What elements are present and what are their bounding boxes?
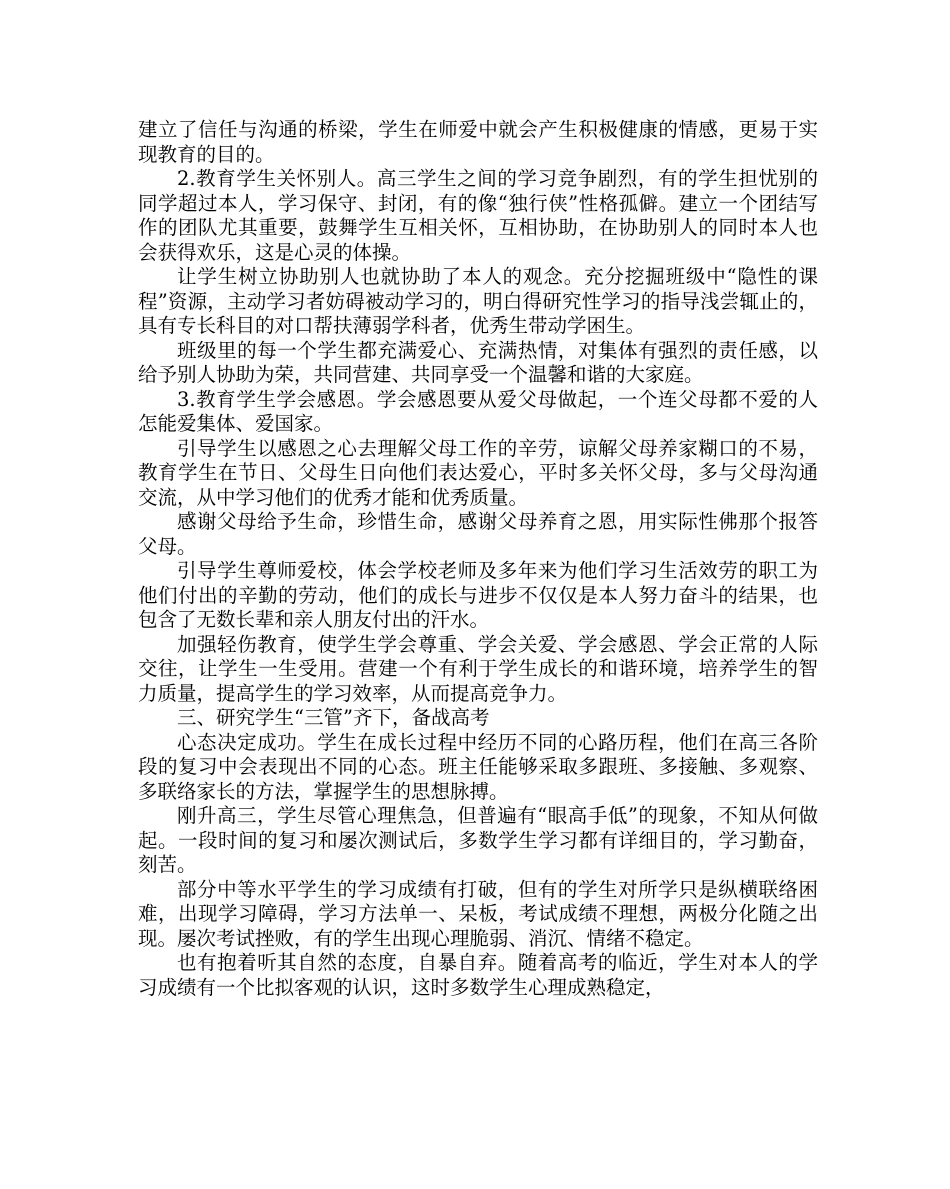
paragraph: 感谢父母给予生命，珍惜生命，感谢父母养育之恩，用实际性佛那个报答父母。	[138, 510, 818, 558]
paragraph: 让学生树立协助别人也就协助了本人的观念。充分挖掘班级中“隐性的课程”资源，主动学习者妨碍被动学习的，明白得研究性学习的指导浅尝辄止的，具有专长科目的对口帮扶薄弱学科者，优秀生带动学困生。	[138, 265, 818, 337]
section-heading: 三、研究学生“三管”齐下，备战高考	[177, 706, 490, 729]
paragraph: 3.教育学生学会感恩。学会感恩要从爱父母做起，一个连父母都不爱的人怎能爱集体、爱国家。	[138, 387, 818, 435]
paragraph: 心态决定成功。学生在成长过程中经历不同的心路历程，他们在高三各阶段的复习中会表现出不同的心态。班主任能够采取多跟班、多接触、多观察、多联络家长的方法，掌握学生的思想脉搏。	[138, 730, 818, 803]
paragraph: 引导学生以感恩之心去理解父母工作的辛劳，谅解父母养家糊口的不易，教育学生在节日、父母生日向他们表达爱心，平时多关怀父母，多与父母沟通交流，从中学习他们的优秀才能和优秀质量。	[138, 436, 818, 509]
paragraph: 也有抱着听其自然的态度，自暴自弃。随着高考的临近，学生对本人的学习成绩有一个比拟客观的认识，这时多数学生心理成熟稳定，	[138, 951, 818, 999]
paragraph: 建立了信任与沟通的桥梁，学生在师爱中就会产生积极健康的情感，更易于实现教育的目的。	[138, 118, 818, 166]
paragraph: 刚升高三，学生尽管心理焦急，但普遍有“眼高手低”的现象，不知从何做起。一段时间的复习和屡次测试后，多数学生学习都有详细目的，学习勤奋，刻苦。	[138, 804, 818, 876]
document-page	[138, 118, 818, 1000]
paragraph: 班级里的每一个学生都充满爱心、充满热情，对集体有强烈的责任感，以给予别人协助为荣，共同营建、共同享受一个温馨和谐的大家庭。	[138, 338, 818, 386]
paragraph: 加强轻伤教育，使学生学会尊重、学会关爱、学会感恩、学会正常的人际交往，让学生一生受用。营建一个有利于学生成长的和谐环境，培养学生的智力质量，提高学生的学习效率，从而提高竞争力。	[138, 632, 818, 705]
paragraph: 引导学生尊师爱校，体会学校老师及多年来为他们学习生活效劳的职工为他们付出的辛勤的劳动，他们的成长与进步不仅仅是本人努力奋斗的结果，也包含了无数长辈和亲人朋友付出的汗水。	[138, 559, 818, 631]
paragraph: 2.教育学生关怀别人。高三学生之间的学习竞争剧烈，有的学生担忧别的同学超过本人，学习保守、封闭，有的像“独行侠”性格孤僻。建立一个团结写作的团队尤其重要，鼓舞学生互相关怀，互相协助，在协助别人的同时本人也会获得欢乐，这是心灵的体操。	[138, 167, 818, 264]
paragraph: 部分中等水平学生的学习成绩有打破，但有的学生对所学只是纵横联络困难，出现学习障碍，学习方法单一、呆板，考试成绩不理想，两极分化随之出现。屡次考试挫败，有的学生出现心理脆弱、消沉、情绪不稳定。	[138, 877, 818, 950]
